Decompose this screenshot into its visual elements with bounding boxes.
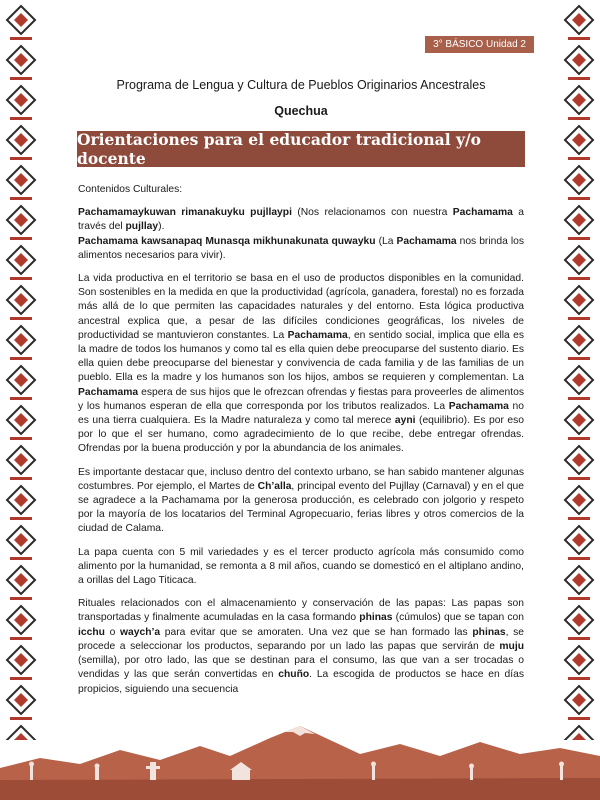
- border-band-motif: [10, 557, 32, 560]
- border-inner-motif: [14, 213, 28, 227]
- border-band-motif: [568, 677, 590, 680]
- border-band-motif: [10, 157, 32, 160]
- border-band-motif: [10, 437, 32, 440]
- border-inner-motif: [14, 493, 28, 507]
- right-decorative-border: [560, 0, 598, 740]
- border-inner-motif: [572, 53, 586, 67]
- border-band-motif: [568, 237, 590, 240]
- border-band-motif: [568, 37, 590, 40]
- border-inner-motif: [572, 133, 586, 147]
- document-body: [78, 183, 524, 706]
- border-band-motif: [568, 557, 590, 560]
- border-inner-motif: [14, 13, 28, 27]
- border-band-motif: [10, 397, 32, 400]
- border-inner-motif: [14, 173, 28, 187]
- border-band-motif: [10, 237, 32, 240]
- border-band-motif: [10, 277, 32, 280]
- border-band-motif: [568, 117, 590, 120]
- border-inner-motif: [14, 253, 28, 267]
- border-band-motif: [10, 77, 32, 80]
- border-band-motif: [10, 197, 32, 200]
- paragraph-rituals: Rituales relacionados con el almacenamiento y conservación de las papas: Las papas son transportadas y finalmente acumuladas en la casa formando phinas (cúmulos) que se tapan con icchu o waych’a para evitar que se amoraten. Una vez que se han formado las phinas, se procede a seleccionar los productos, separando por un lado las papas que servirán de muju (semilla), por otro lado, las que se destinan para el consumo, las que van a ser trocadas o vendidas y las que serán convertidas en chuño. La escogida de productos se hace en días propicios, siguiendo una secuencia: [78, 598, 524, 695]
- border-inner-motif: [14, 453, 28, 467]
- document-header: [70, 78, 532, 118]
- border-band-motif: [568, 317, 590, 320]
- border-band-motif: [10, 637, 32, 640]
- border-band-motif: [10, 597, 32, 600]
- border-inner-motif: [572, 213, 586, 227]
- border-inner-motif: [14, 693, 28, 707]
- border-inner-motif: [14, 653, 28, 667]
- footer-ground: [0, 778, 600, 800]
- border-band-motif: [568, 157, 590, 160]
- border-inner-motif: [572, 453, 586, 467]
- border-band-motif: [10, 117, 32, 120]
- border-inner-motif: [14, 373, 28, 387]
- paragraph-urban-customs: Es importante destacar que, incluso dentro del contexto urbano, se han sabido mantener algunas costumbres. Por ejemplo, el Martes de Ch’alla, principal evento del Pujllay (Carnaval) y en el que se agradece a la Pachamama por la generosa producción, es celebrado con jolgorio y respeto por la mayoría de los locatarios del Terminal Agropecuario, ferias libres y otros comercios de la ciudad de Calama.: [78, 466, 525, 535]
- language-title: Quechua: [274, 104, 328, 118]
- program-title: Programa de Lengua y Cultura de Pueblos Originarios Ancestrales: [116, 78, 486, 92]
- border-inner-motif: [14, 333, 28, 347]
- border-inner-motif: [572, 693, 586, 707]
- border-inner-motif: [572, 653, 586, 667]
- border-band-motif: [568, 397, 590, 400]
- border-band-motif: [568, 517, 590, 520]
- left-decorative-border: [2, 0, 40, 740]
- border-inner-motif: [572, 373, 586, 387]
- border-band-motif: [568, 437, 590, 440]
- border-inner-motif: [14, 533, 28, 547]
- border-inner-motif: [14, 613, 28, 627]
- border-band-motif: [10, 357, 32, 360]
- cultural-content-1: Pachamamaykuwan rimanakuyku pujllaypi (Nos relacionamos con nuestra Pachamama a través del pujllay).: [78, 207, 524, 233]
- border-band-motif: [10, 477, 32, 480]
- section-banner: Orientaciones para el educador tradicional y/o docente: [77, 131, 525, 167]
- border-inner-motif: [572, 293, 586, 307]
- border-inner-motif: [572, 93, 586, 107]
- cultural-content-2: Pachamama kawsanapaq Munasqa mikhunakunata quwayku (La Pachamama nos brinda los alimentos necesarios para vivir).: [78, 235, 524, 261]
- border-inner-motif: [572, 613, 586, 627]
- border-band-motif: [10, 677, 32, 680]
- border-band-motif: [568, 477, 590, 480]
- border-inner-motif: [14, 133, 28, 147]
- border-inner-motif: [14, 53, 28, 67]
- border-inner-motif: [572, 333, 586, 347]
- footer-landscape-illustration: [0, 720, 600, 800]
- border-inner-motif: [572, 533, 586, 547]
- border-band-motif: [568, 597, 590, 600]
- border-band-motif: [568, 197, 590, 200]
- border-inner-motif: [572, 493, 586, 507]
- border-inner-motif: [572, 573, 586, 587]
- border-band-motif: [568, 357, 590, 360]
- border-inner-motif: [572, 13, 586, 27]
- border-inner-motif: [572, 173, 586, 187]
- border-inner-motif: [572, 253, 586, 267]
- border-band-motif: [568, 77, 590, 80]
- border-band-motif: [10, 317, 32, 320]
- border-band-motif: [568, 637, 590, 640]
- border-inner-motif: [14, 413, 28, 427]
- border-inner-motif: [572, 413, 586, 427]
- cultural-contents-label: Contenidos Culturales:: [78, 184, 183, 195]
- grade-unit-badge: 3° BÁSICO Unidad 2: [425, 36, 534, 53]
- paragraph-potato: La papa cuenta con 5 mil variedades y es el tercer producto agrícola más consumido como alimento por la humanidad, se remonta a 8 mil años, cuando se domesticó en el altiplano andino, a orillas del Lago Titicaca.: [78, 546, 524, 587]
- border-inner-motif: [14, 573, 28, 587]
- paragraph-productive-life: La vida productiva en el territorio se basa en el uso de productos disponibles en la comunidad. Son sostenibles en la medida en que la productividad (agrícola, ganadera, forestal) no es forzada más allá de lo que permiten las capacidades naturales y del entorno. Esta lógica productiva ancestral explica que, a pesar de las difíciles condiciones geográficas, los niveles de productividad se mantuvieron constantes. La Pachamama, en sentido social, implica que ella es la madre de todos los humanos y como tal es ella quien debe preocuparse del sustento diario. Es ella quien debe preocuparse del bienestar y convivencia de cada familia y de las familias de un pueblo. Ella es la madre y los humanos son los hijos, ambos se requieren y complementan. La Pachamama espera de sus hijos que le ofrezcan ofrendas y fiestas para proveerles de alimentos y los humanos esperan de ella que corresponda por los tributos realizados. La Pachamama no es una tierra cualquiera. Es la Madre naturaleza y como tal merece ayni (equilibrio). Es por eso por lo que el ser humano, como agradecimiento de lo que recibe, debe entregar ofrendas. Ofrendas por la buena producción y por la abundancia de los animales.: [78, 273, 525, 455]
- border-band-motif: [10, 517, 32, 520]
- border-band-motif: [10, 37, 32, 40]
- border-inner-motif: [14, 293, 28, 307]
- border-band-motif: [568, 277, 590, 280]
- border-inner-motif: [14, 93, 28, 107]
